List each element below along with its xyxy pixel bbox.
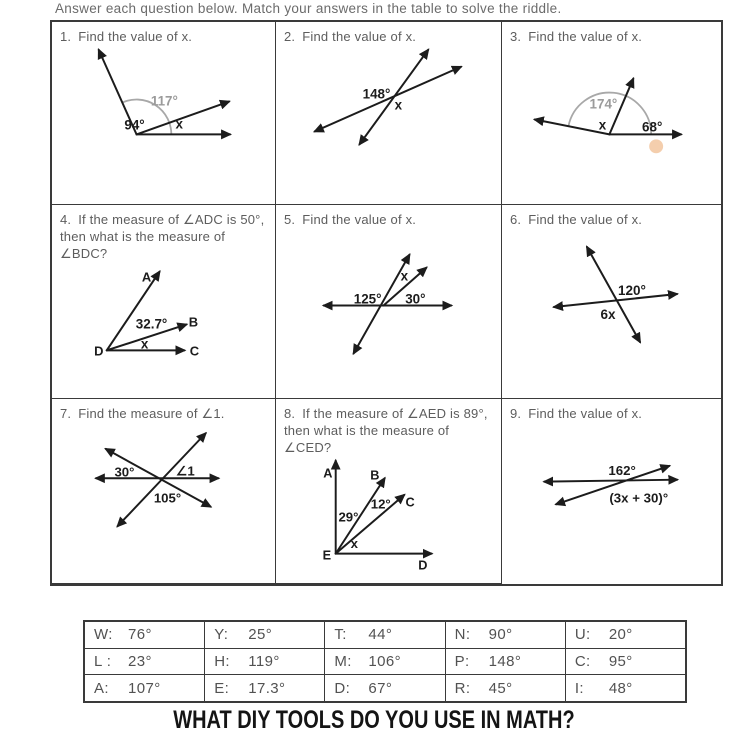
angle-label: 105° — [153, 490, 182, 506]
point-label: C — [405, 494, 415, 510]
riddle-question: WHAT DIY TOOLS DO YOU USE IN MATH? — [173, 706, 575, 734]
answer-cell-L — [85, 649, 205, 675]
answer-cell-D — [325, 675, 445, 701]
answer-cell-U — [566, 622, 685, 648]
angle-diagram-9 — [502, 399, 721, 584]
point-label: A — [141, 269, 152, 285]
problem-number: 8. — [284, 406, 296, 421]
answer-value: 148° — [488, 653, 522, 670]
problem-number: 4. — [60, 212, 72, 227]
problem-text: Find the measure of ∠1. — [78, 406, 225, 421]
highlight-dot — [649, 139, 663, 153]
riddle-row — [0, 706, 748, 735]
angle-label: 94° — [124, 117, 145, 133]
answer-value: 107° — [128, 679, 161, 697]
angle-label: 12° — [370, 496, 391, 512]
answer-value: 119° — [248, 653, 280, 670]
answer-cell-W — [85, 622, 205, 648]
point-label: B — [188, 314, 199, 330]
problem-cell-9 — [502, 399, 721, 584]
problem-cell-6 — [502, 205, 721, 399]
answer-cell-E — [205, 675, 325, 701]
answer-letter: L : — [94, 653, 112, 670]
answer-table — [83, 620, 687, 703]
answer-value: 45° — [488, 679, 513, 697]
problem-question-7 — [52, 399, 275, 423]
point-label: D — [94, 343, 104, 359]
angle-label: 125° — [353, 291, 382, 307]
angle-label: x — [350, 535, 358, 551]
angle-label: x — [400, 268, 409, 284]
answer-letter: A: — [94, 679, 109, 697]
answer-cell-I — [566, 675, 685, 701]
answer-letter: M: — [334, 653, 352, 670]
angle-diagram-5 — [276, 205, 501, 398]
problem-question-6 — [502, 205, 721, 229]
answer-letter: W: — [94, 626, 113, 644]
angle-label: (3x + 30)° — [609, 490, 669, 506]
point-label: D — [418, 557, 428, 573]
answer-value: 90° — [488, 626, 513, 644]
problem-cell-8 — [276, 399, 502, 584]
answer-letter: C: — [574, 653, 591, 670]
answer-cell-H — [205, 649, 325, 675]
problem-cell-5 — [276, 205, 502, 399]
problem-number: 5. — [284, 212, 296, 227]
angle-label: 30° — [114, 464, 135, 480]
problem-question-9 — [502, 399, 721, 423]
problem-number: 6. — [510, 212, 522, 227]
angle-label: 30° — [405, 291, 426, 307]
answer-value: 95° — [608, 653, 633, 670]
angle-label: ∠1 — [175, 463, 195, 479]
angle-diagram-7 — [52, 399, 275, 583]
problem-number: 7. — [60, 406, 72, 421]
angle-label: x — [394, 97, 403, 113]
problem-cell-2 — [276, 22, 502, 205]
angle-diagram-3 — [502, 22, 721, 204]
angle-label: 174° — [589, 96, 618, 112]
problem-text: Find the value of x. — [528, 406, 643, 421]
angle-diagram-2 — [276, 22, 501, 204]
point-label: A — [323, 465, 333, 481]
problem-grid — [50, 20, 723, 586]
problem-question-2 — [276, 22, 501, 46]
answer-table-row — [85, 622, 685, 649]
answer-table-row — [85, 649, 685, 676]
problem-text: Find the value of x. — [528, 212, 643, 227]
problem-question-8 — [276, 399, 501, 457]
answer-cell-Y — [205, 622, 325, 648]
angle-label: 68° — [642, 119, 663, 135]
problem-question-5 — [276, 205, 501, 229]
answer-cell-A — [85, 675, 205, 701]
problem-question-1 — [52, 22, 275, 46]
angle-label: 148° — [362, 86, 391, 102]
answer-value: 106° — [368, 653, 402, 670]
problem-cell-4 — [52, 205, 276, 399]
problem-cell-1 — [52, 22, 276, 205]
answer-letter: D: — [334, 679, 351, 697]
answer-cell-T — [325, 622, 445, 648]
answer-letter: U: — [574, 626, 591, 644]
problem-text: Find the value of x. — [528, 29, 643, 44]
angle-diagram-6 — [502, 205, 721, 398]
angle-label: x — [175, 116, 184, 132]
answer-cell-R — [446, 675, 566, 701]
angle-label: 6x — [600, 307, 616, 322]
worksheet-instruction: Answer each question below. Match your answers in the table to solve the riddle. — [55, 1, 562, 16]
angle-label: 162° — [608, 462, 636, 478]
problem-text: If the measure of ∠AED is 89°, then what is the measure of ∠CED? — [284, 406, 488, 455]
answer-value: 17.3° — [248, 679, 286, 697]
answer-value: 48° — [608, 679, 633, 697]
point-label: C — [189, 343, 200, 359]
answer-value: 76° — [128, 626, 152, 644]
problem-number: 1. — [60, 29, 72, 44]
angle-diagram-1 — [52, 22, 275, 204]
answer-cell-M — [325, 649, 445, 675]
answer-value: 44° — [368, 626, 393, 644]
answer-value: 23° — [128, 653, 152, 670]
answer-cell-N — [446, 622, 566, 648]
angle-label: x — [140, 336, 149, 352]
answer-cell-P — [446, 649, 566, 675]
point-label: E — [322, 547, 332, 563]
problem-cell-3 — [502, 22, 721, 205]
angle-label: 32.7° — [135, 316, 168, 332]
problem-number: 9. — [510, 406, 522, 421]
problem-number: 3. — [510, 29, 522, 44]
problem-number: 2. — [284, 29, 296, 44]
problem-text: If the measure of ∠ADC is 50°, then what is the measure of ∠BDC? — [60, 212, 265, 261]
answer-letter: R: — [454, 679, 471, 697]
answer-letter: Y: — [214, 626, 229, 644]
answer-letter: H: — [214, 653, 231, 670]
problem-text: Find the value of x. — [302, 29, 417, 44]
angle-label: 29° — [338, 509, 359, 525]
problem-text: Find the value of x. — [302, 212, 417, 227]
answer-letter: E: — [214, 679, 230, 697]
answer-cell-C — [566, 649, 685, 675]
answer-letter: N: — [454, 626, 471, 644]
angle-label: 117° — [150, 93, 178, 109]
angle-label: x — [598, 117, 607, 133]
answer-letter: I: — [574, 679, 584, 697]
answer-letter: T: — [334, 626, 347, 644]
problem-question-4 — [52, 205, 275, 263]
answer-value: 67° — [368, 679, 393, 697]
answer-value: 20° — [608, 626, 633, 644]
answer-letter: P: — [454, 653, 470, 670]
problem-text: Find the value of x. — [78, 29, 193, 44]
answer-table-row — [85, 675, 685, 701]
answer-value: 25° — [248, 626, 273, 644]
problem-cell-7 — [52, 399, 276, 584]
angle-label: 120° — [618, 283, 646, 298]
problem-question-3 — [502, 22, 721, 46]
point-label: B — [370, 467, 380, 483]
